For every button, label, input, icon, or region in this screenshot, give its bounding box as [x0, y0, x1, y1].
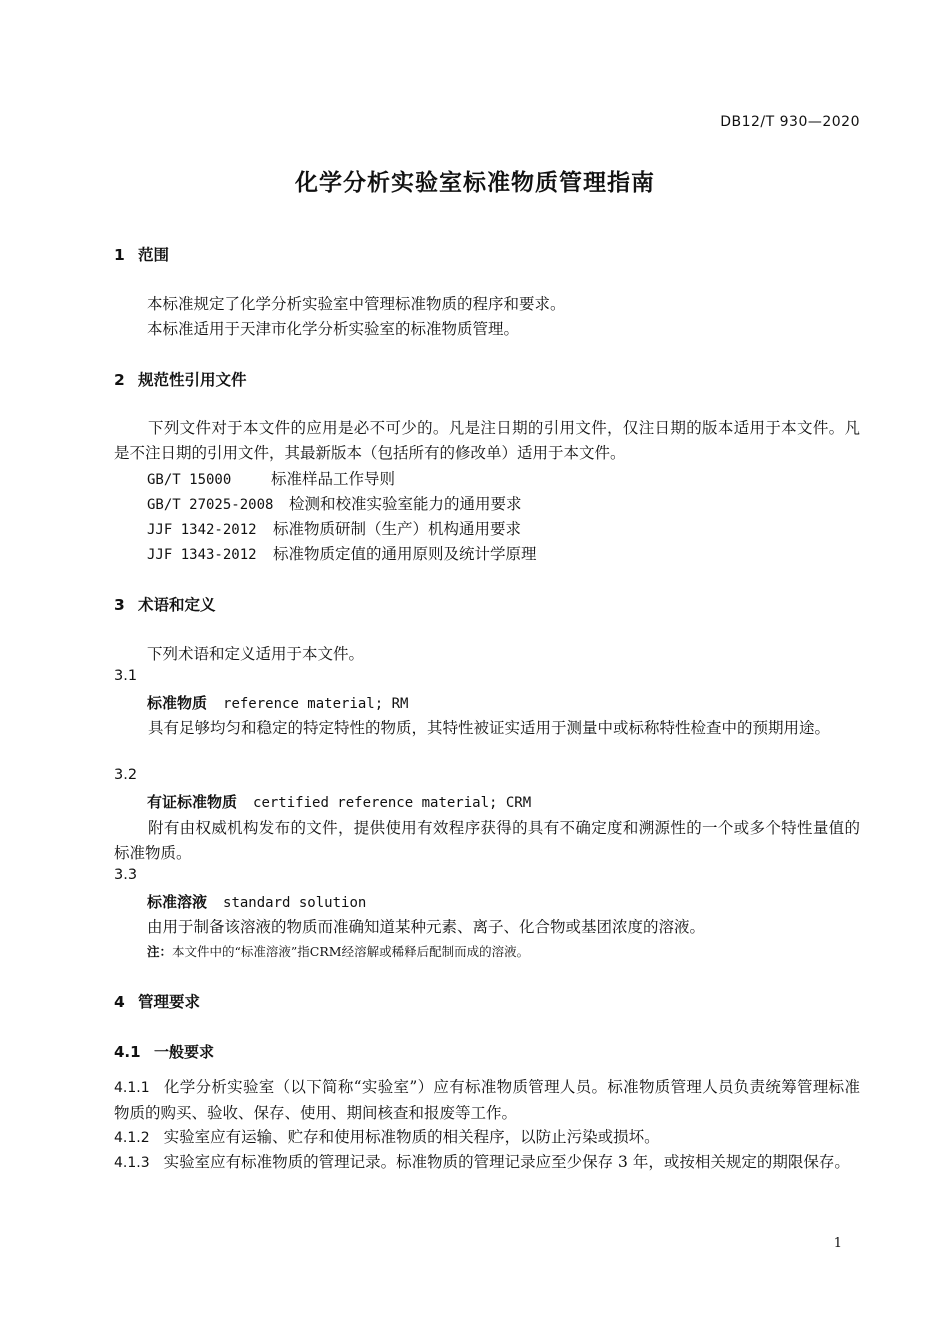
section-number: 4 [114, 993, 125, 1011]
section-number: 2 [114, 371, 125, 389]
term-chinese: 标准溶液 [147, 893, 208, 911]
reference-title: 标准样品工作导则 [271, 470, 396, 488]
section-title: 管理要求 [138, 993, 201, 1011]
term-chinese: 标准物质 [147, 694, 208, 712]
section-title: 范围 [138, 246, 170, 264]
term-heading [147, 692, 408, 713]
reference-item [147, 517, 521, 539]
paragraph: 下列文件对于本文件的应用是必不可少的。凡是注日期的引用文件，仅注日期的版本适用于本文件。凡是不注日期的引用文件，其最新版本（包括所有的修改单）适用于本文件。 [114, 419, 860, 462]
term-heading [147, 891, 366, 912]
reference-title: 标准物质定值的通用原则及统计学原理 [273, 545, 537, 563]
term-english: reference material; RM [223, 696, 409, 712]
clause-text: 实验室应有运输、贮存和使用标准物质的相关程序，以防止污染或损坏。 [163, 1128, 660, 1146]
paragraph: 本标准适用于天津市化学分析实验室的标准物质管理。 [147, 320, 520, 338]
term-definition: 由用于制备该溶液的物质而准确知道某种元素、离子、化合物或基团浓度的溶液。 [147, 918, 706, 936]
term-english: standard solution [223, 895, 367, 911]
clause-number: 3.3 [114, 867, 138, 883]
clause-4-1-1 [114, 1075, 860, 1126]
clause-number: 4.1.1 [114, 1080, 150, 1096]
clause-4-1-2 [114, 1125, 860, 1151]
paragraph: 本标准规定了化学分析实验室中管理标准物质的程序和要求。 [147, 295, 566, 313]
section-title: 术语和定义 [138, 596, 216, 614]
term-definition: 具有足够均匀和稳定的特定特性的物质，其特性被证实适用于测量中或标称特性检查中的预期用途。 [148, 719, 831, 737]
paragraph: 下列术语和定义适用于本文件。 [147, 645, 365, 663]
reference-code: JJF 1342-2012 [147, 522, 257, 538]
note-label: 注： [147, 944, 173, 959]
document-code: DB12/T 930—2020 [720, 114, 860, 130]
clause-number: 4.1.2 [114, 1130, 150, 1146]
subsection-heading [114, 1041, 214, 1062]
note-text: 本文件中的“标准溶液”指CRM经溶解或稀释后配制而成的溶液。 [172, 944, 530, 959]
term-chinese: 有证标准物质 [147, 793, 238, 811]
page-number: 1 [833, 1236, 842, 1251]
section-2-heading [114, 368, 247, 390]
section-3-heading [114, 593, 216, 615]
clause-number: 3.1 [114, 668, 138, 684]
reference-code: GB/T 27025-2008 [147, 497, 274, 513]
clause-number: 4.1.3 [114, 1155, 150, 1171]
term-english: certified reference material; CRM [253, 795, 532, 811]
section-number: 3 [114, 596, 125, 614]
clause-4-1-3 [114, 1150, 860, 1176]
document-title: 化学分析实验室标准物质管理指南 [295, 170, 655, 196]
term-heading [147, 791, 531, 812]
reference-item [147, 467, 395, 489]
section-1-heading [114, 243, 169, 265]
subsection-number: 4.1 [114, 1043, 141, 1061]
clause-number: 3.2 [114, 767, 138, 783]
subsection-title: 一般要求 [154, 1043, 215, 1061]
reference-code: GB/T 15000 [147, 472, 232, 488]
clause-text: 实验室应有标准物质的管理记录。标准物质的管理记录应至少保存 3 年，或按相关规定的期限保存。 [163, 1153, 850, 1171]
term-definition: 附有由权威机构发布的文件，提供使用有效程序获得的具有不确定度和溯源性的一个或多个特性量值的标准物质。 [114, 819, 860, 862]
section-4-heading [114, 990, 200, 1012]
reference-item [147, 542, 537, 564]
reference-title: 标准物质研制（生产）机构通用要求 [273, 520, 522, 538]
section-number: 1 [114, 246, 125, 264]
reference-title: 检测和校准实验室能力的通用要求 [289, 495, 522, 513]
section-title: 规范性引用文件 [138, 371, 247, 389]
clause-text: 化学分析实验室（以下简称“实验室”）应有标准物质管理人员。标准物质管理人员负责统筹管理标准物质的购买、验收、保存、使用、期间核查和报废等工作。 [114, 1078, 860, 1122]
note [147, 942, 529, 960]
reference-code: JJF 1343-2012 [147, 547, 257, 563]
reference-item [147, 492, 522, 514]
